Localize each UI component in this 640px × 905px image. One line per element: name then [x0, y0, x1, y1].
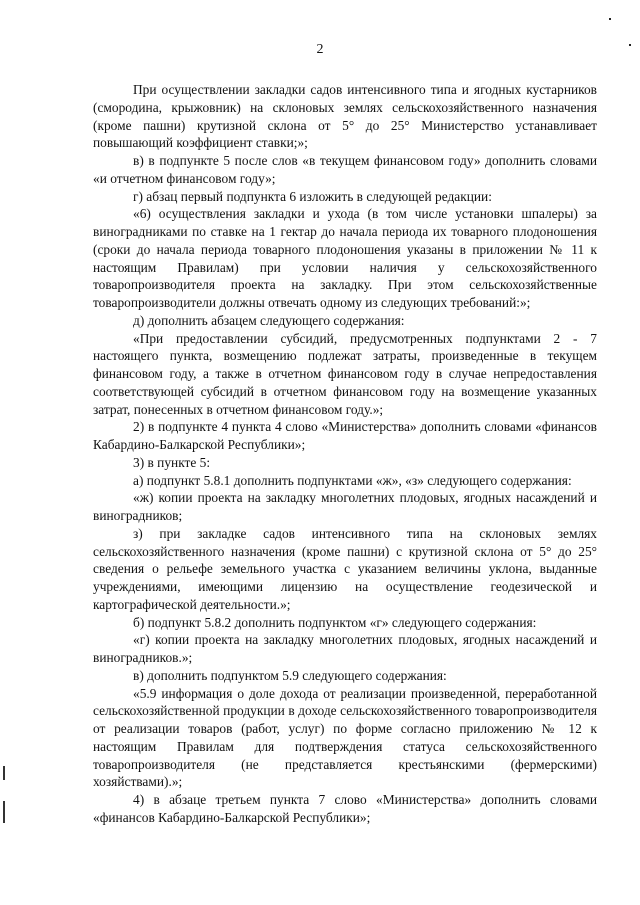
paragraph: «5.9 информация о доле дохода от реализации произведенной, переработанной сельскохозяйственной продукции в доходе сельскохозяйственного товаропроизводителя от реализации товаров (работ, услуг) по форме согласно приложению № 12 к настоящим Правилам для подтверждения статуса сельскохозяйственного товаропроизводителя (не представляется крестьянскими (фермерскими) хозяйствами).»;	[93, 685, 597, 790]
paragraph: «При предоставлении субсидий, предусмотренных подпунктами 2 - 7 настоящего пункта, возмещению подлежат затраты, произведенные в текущем финансовом году, а также в отчетном финансовом году в случае непредоставления соответствующей субсидий в отчетном финансовом году на возмещение указанных затрат, понесенных в отчетном финансовом году.»;	[93, 330, 597, 417]
paragraph: 3) в пункте 5:	[133, 454, 211, 470]
paragraph: «г) копии проекта на закладку многолетних плодовых, ягодных насаждений и виноградников.»;	[93, 632, 597, 665]
paragraph: При осуществлении закладки садов интенсивного типа и ягодных кустарников (смородина, крыжовник) на склоновых землях сельскохозяйственного назначения (кроме пашни) крутизной склона от 5° до 25° Министерство устанавливает повышающий коэффициент ставки;»;	[93, 82, 597, 151]
paragraph: 4) в абзаце третьем пункта 7 слово «Министерства» дополнить словами «финансов Кабардино-Балкарской Республики»;	[93, 792, 597, 825]
paragraph: б) подпункт 5.8.2 дополнить подпунктом «г» следующего содержания:	[133, 614, 537, 630]
page-number: 2	[316, 42, 324, 57]
paragraph: г) абзац первый подпункта 6 изложить в следующей редакции:	[133, 188, 492, 204]
paragraph: з) при закладке садов интенсивного типа на склоновых землях сельскохозяйственного назначения (кроме пашни) с крутизной склона от 5° до 25° сведения о рельефе земельного участка с указанием величины уклона, выданные учреждениями, имеющими лицензию на осуществление геодезической и картографической деятельности.»;	[93, 525, 597, 612]
document-body	[93, 81, 597, 827]
scan-edge-mark	[3, 801, 5, 823]
scan-speck	[609, 18, 611, 20]
paragraph: в) дополнить подпунктом 5.9 следующего содержания:	[133, 667, 447, 683]
paragraph: в) в подпункте 5 после слов «в текущем финансовом году» дополнить словами «и отчетном финансовом году»;	[93, 153, 597, 186]
paragraph: «6) осуществления закладки и ухода (в том числе установки шпалеры) за виноградниками по ставке на 1 гектар до начала периода их товарного плодоношения (сроки до начала периода товарного плодоношения указаны в приложении № 11 к настоящим Правилам) при условии наличия у сельскохозяйственного товаропроизводителя проекта на закладку. При этом сельскохозяйственные товаропроизводители должны отвечать одному из следующих требований:»;	[93, 206, 597, 310]
paragraph: «ж) копии проекта на закладку многолетних плодовых, ягодных насаждений и виноградников;	[93, 490, 597, 523]
paragraph: а) подпункт 5.8.1 дополнить подпунктами «ж», «з» следующего содержания:	[133, 472, 572, 488]
paragraph: д) дополнить абзацем следующего содержания:	[133, 312, 405, 328]
paragraph: 2) в подпункте 4 пункта 4 слово «Министерства» дополнить словами «финансов Кабардино-Балкарской Республики»;	[93, 419, 597, 452]
scan-edge-mark	[3, 766, 5, 780]
